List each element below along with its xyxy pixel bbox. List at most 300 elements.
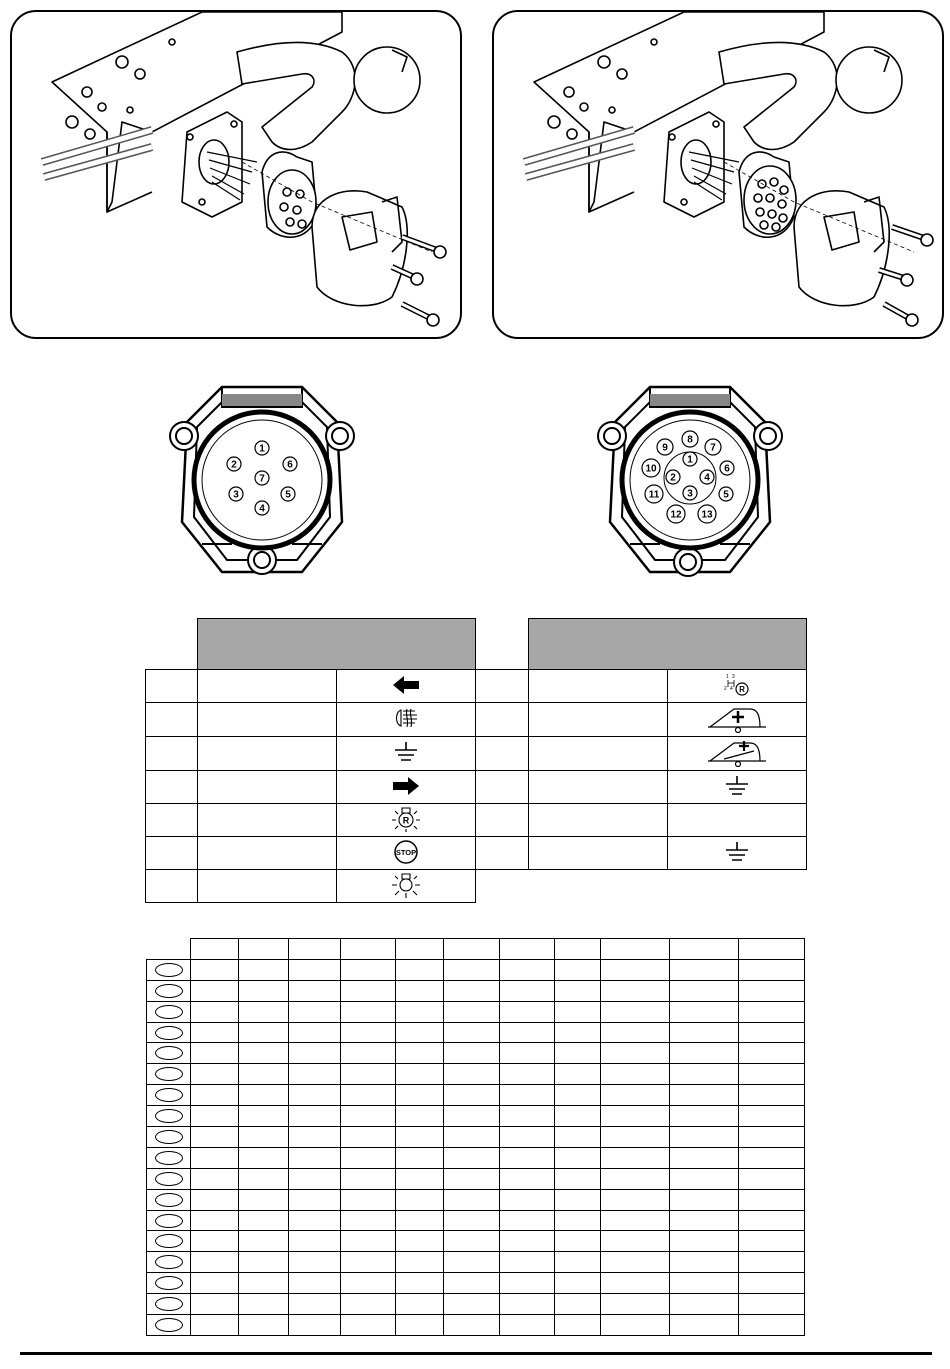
- table-row: [146, 804, 807, 837]
- grid-cell: [289, 1001, 341, 1022]
- grid-row-label: [147, 1106, 191, 1127]
- color-swatch-oval: [155, 1255, 183, 1269]
- grid-cell: [341, 1043, 396, 1064]
- pin-7-label: 7: [259, 473, 265, 485]
- grid-cell: [289, 1231, 341, 1252]
- pin-3-label: 3: [233, 489, 239, 501]
- fog-light-icon: [337, 703, 476, 737]
- grid-cell: [601, 1147, 670, 1168]
- grid-cell: [555, 1022, 601, 1043]
- ground-icon: [668, 837, 807, 870]
- grid-cell: [601, 1085, 670, 1106]
- grid-cell: [341, 1085, 396, 1106]
- pin-4-label: 4: [259, 503, 265, 515]
- grid-cell: [191, 959, 239, 980]
- table-row: [146, 837, 807, 870]
- pin-11-label: 11: [648, 489, 660, 501]
- grid-cell: [444, 1085, 500, 1106]
- grid-cell: [555, 1106, 601, 1127]
- grid-cell: [739, 1273, 805, 1294]
- grid-header-cell: [739, 939, 805, 960]
- grid-cell: [341, 1127, 396, 1148]
- grid-cell: [601, 1210, 670, 1231]
- reverse-relay-icon: [668, 670, 807, 703]
- grid-cell: [191, 1106, 239, 1127]
- grid-cell: [396, 980, 444, 1001]
- grid-header-cell: [191, 939, 239, 960]
- grid-row-label: [147, 1001, 191, 1022]
- grid-cell: [239, 1147, 289, 1168]
- socket-face-7pin: [162, 372, 362, 584]
- grid-cell: [555, 1315, 601, 1336]
- grid-cell: [601, 980, 670, 1001]
- grid-cell: [396, 1147, 444, 1168]
- grid-cell: [396, 1085, 444, 1106]
- grid-cell: [239, 1273, 289, 1294]
- grid-cell: [239, 1315, 289, 1336]
- grid-cell: [239, 1127, 289, 1148]
- grid-row: [147, 1294, 805, 1315]
- grid-cell: [289, 1252, 341, 1273]
- grid-cell: [289, 1127, 341, 1148]
- grid-cell: [341, 1147, 396, 1168]
- color-swatch-oval: [155, 1005, 183, 1019]
- grid-cell: [555, 959, 601, 980]
- grid-cell: [670, 1231, 739, 1252]
- grid-row: [147, 1231, 805, 1252]
- grid-cell: [601, 1043, 670, 1064]
- grid-cell: [555, 1273, 601, 1294]
- grid-cell: [555, 1064, 601, 1085]
- grid-row-label: [147, 1189, 191, 1210]
- grid-cell: [396, 959, 444, 980]
- grid-cell: [500, 1315, 555, 1336]
- svg-text:R: R: [402, 815, 410, 825]
- grid-cell: [601, 959, 670, 980]
- color-swatch-oval: [155, 1172, 183, 1186]
- grid-header-cell: [500, 939, 555, 960]
- grid-row-label: [147, 1064, 191, 1085]
- grid-cell: [341, 1189, 396, 1210]
- grid-cell: [191, 1273, 239, 1294]
- grid-cell: [500, 959, 555, 980]
- grid-cell: [396, 1273, 444, 1294]
- grid-cell: [739, 1127, 805, 1148]
- grid-row: [147, 1273, 805, 1294]
- grid-cell: [444, 1022, 500, 1043]
- grid-header-cell: [444, 939, 500, 960]
- table-row: [146, 870, 807, 903]
- grid-cell: [739, 1001, 805, 1022]
- color-swatch-oval: [155, 1151, 183, 1165]
- grid-cell: [341, 1315, 396, 1336]
- arrow-right-icon: [337, 771, 476, 804]
- grid-cell: [444, 1273, 500, 1294]
- grid-cell: [239, 1001, 289, 1022]
- grid-cell: [444, 959, 500, 980]
- grid-cell: [739, 1147, 805, 1168]
- grid-cell: [670, 1127, 739, 1148]
- grid-cell: [739, 1210, 805, 1231]
- grid-cell: [289, 1168, 341, 1189]
- grid-cell: [191, 1043, 239, 1064]
- grid-cell: [444, 1043, 500, 1064]
- grid-cell: [670, 1064, 739, 1085]
- grid-cell: [555, 1294, 601, 1315]
- grid-cell: [670, 980, 739, 1001]
- pin-6-label: 6: [287, 459, 293, 471]
- grid-cell: [555, 1189, 601, 1210]
- arrow-left-icon: [337, 670, 476, 703]
- grid-cell: [396, 1106, 444, 1127]
- svg-text:R: R: [739, 684, 745, 694]
- grid-cell: [500, 1085, 555, 1106]
- grid-row-label: [147, 1022, 191, 1043]
- stop-light-icon: [337, 837, 476, 870]
- grid-row-label: [147, 1127, 191, 1148]
- grid-cell: [601, 1106, 670, 1127]
- grid-cell: [396, 1210, 444, 1231]
- grid-row-label: [147, 1231, 191, 1252]
- color-swatch-oval: [155, 1193, 183, 1207]
- header-7pin: [198, 619, 476, 670]
- grid-row: [147, 1315, 805, 1336]
- grid-cell: [396, 1043, 444, 1064]
- grid-cell: [239, 1252, 289, 1273]
- grid-cell: [341, 1231, 396, 1252]
- grid-cell: [341, 1294, 396, 1315]
- grid-row: [147, 1147, 805, 1168]
- grid-cell: [289, 1064, 341, 1085]
- grid-cell: [670, 1252, 739, 1273]
- grid-cell: [396, 1294, 444, 1315]
- grid-cell: [239, 1106, 289, 1127]
- grid-cell: [670, 959, 739, 980]
- grid-cell: [396, 1064, 444, 1085]
- grid-row-label: [147, 1294, 191, 1315]
- grid-cell: [601, 1252, 670, 1273]
- grid-cell: [289, 1147, 341, 1168]
- grid-cell: [739, 1168, 805, 1189]
- grid-cell: [670, 1001, 739, 1022]
- grid-cell: [444, 1168, 500, 1189]
- grid-cell: [396, 1168, 444, 1189]
- pin-8-label: 8: [687, 434, 693, 446]
- grid-cell: [341, 1106, 396, 1127]
- grid-cell: [239, 1022, 289, 1043]
- grid-cell: [500, 980, 555, 1001]
- grid-cell: [289, 1022, 341, 1043]
- grid-cell: [601, 1315, 670, 1336]
- grid-row: [147, 1189, 805, 1210]
- color-swatch-oval: [155, 1130, 183, 1144]
- grid-row-label: [147, 980, 191, 1001]
- color-swatch-oval: [155, 1297, 183, 1311]
- grid-cell: [444, 1294, 500, 1315]
- grid-row: [147, 1168, 805, 1189]
- installation-illustration-13pin: [492, 10, 944, 339]
- grid-cell: [239, 959, 289, 980]
- grid-cell: [670, 1168, 739, 1189]
- grid-cell: [670, 1273, 739, 1294]
- grid-cell: [396, 1189, 444, 1210]
- grid-cell: [191, 1231, 239, 1252]
- color-swatch-oval: [155, 1109, 183, 1123]
- grid-cell: [601, 1168, 670, 1189]
- grid-cell: [444, 1210, 500, 1231]
- grid-row: [147, 1085, 805, 1106]
- grid-cell: [601, 1231, 670, 1252]
- grid-cell: [670, 1106, 739, 1127]
- grid-cell: [601, 1001, 670, 1022]
- grid-row-label: [147, 1043, 191, 1064]
- pin-5-label: 5: [285, 489, 291, 501]
- grid-cell: [739, 1315, 805, 1336]
- grid-cell: [555, 1147, 601, 1168]
- grid-cell: [670, 1189, 739, 1210]
- grid-cell: [239, 1294, 289, 1315]
- grid-cell: [500, 1127, 555, 1148]
- pin-2-label: 2: [670, 472, 676, 484]
- grid-cell: [555, 1210, 601, 1231]
- grid-row: [147, 1127, 805, 1148]
- grid-cell: [444, 1315, 500, 1336]
- grid-cell: [739, 1231, 805, 1252]
- pin-10-label: 10: [645, 463, 657, 475]
- grid-cell: [444, 1106, 500, 1127]
- grid-cell: [601, 1064, 670, 1085]
- pin-3-label: 3: [687, 488, 693, 500]
- grid-cell: [739, 980, 805, 1001]
- grid-cell: [239, 1231, 289, 1252]
- grid-row: [147, 1106, 805, 1127]
- grid-row: [147, 959, 805, 980]
- pin-9-label: 9: [662, 442, 668, 454]
- grid-cell: [500, 1106, 555, 1127]
- grid-cell: [341, 959, 396, 980]
- grid-cell: [555, 980, 601, 1001]
- pin-6-label: 6: [724, 463, 730, 475]
- ground-icon: [668, 771, 807, 804]
- grid-cell: [191, 1022, 239, 1043]
- grid-cell: [191, 980, 239, 1001]
- grid-cell: [289, 1043, 341, 1064]
- grid-row-label: [147, 1168, 191, 1189]
- grid-cell: [670, 1022, 739, 1043]
- grid-cell: [396, 1127, 444, 1148]
- grid-cell: [555, 1252, 601, 1273]
- color-swatch-oval: [155, 963, 183, 977]
- grid-header-cell: [341, 939, 396, 960]
- installation-illustration-7pin: [10, 10, 462, 339]
- grid-cell: [289, 1106, 341, 1127]
- grid-header-cell: [239, 939, 289, 960]
- grid-cell: [289, 1294, 341, 1315]
- grid-header-cell: [670, 939, 739, 960]
- grid-header-row: [147, 939, 805, 960]
- grid-cell: [191, 1189, 239, 1210]
- grid-cell: [500, 1064, 555, 1085]
- grid-cell: [191, 1252, 239, 1273]
- grid-cell: [500, 1043, 555, 1064]
- wiring-function-table: [145, 618, 807, 903]
- grid-row: [147, 1022, 805, 1043]
- color-swatch-oval: [155, 1067, 183, 1081]
- table-row: [146, 703, 807, 737]
- grid-cell: [239, 1043, 289, 1064]
- grid-row-label: [147, 1252, 191, 1273]
- reverse-light-icon: [337, 804, 476, 837]
- grid-cell: [555, 1043, 601, 1064]
- grid-row: [147, 1043, 805, 1064]
- grid-cell: [739, 1085, 805, 1106]
- grid-row-label: [147, 959, 191, 980]
- pin-7-label: 7: [710, 442, 716, 454]
- grid-cell: [739, 1064, 805, 1085]
- grid-cell: [500, 1210, 555, 1231]
- grid-cell: [444, 1001, 500, 1022]
- grid-row: [147, 1252, 805, 1273]
- grid-cell: [670, 1315, 739, 1336]
- grid-cell: [555, 1001, 601, 1022]
- grid-cell: [396, 1315, 444, 1336]
- grid-cell: [500, 1252, 555, 1273]
- grid-cell: [500, 1147, 555, 1168]
- grid-cell: [396, 1022, 444, 1043]
- grid-cell: [444, 1147, 500, 1168]
- footer-rule: [20, 1352, 932, 1355]
- pin-4-label: 4: [704, 472, 710, 484]
- grid-row-label: [147, 1085, 191, 1106]
- grid-cell: [341, 1273, 396, 1294]
- grid-cell: [670, 1294, 739, 1315]
- socket-face-13pin: [590, 372, 790, 584]
- grid-cell: [670, 1210, 739, 1231]
- grid-cell: [500, 1231, 555, 1252]
- pin-12-label: 12: [670, 509, 682, 521]
- grid-cell: [396, 1252, 444, 1273]
- table-header-row: [146, 619, 807, 670]
- grid-cell: [289, 959, 341, 980]
- header-13pin: [529, 619, 807, 670]
- pin-2-label: 2: [231, 459, 237, 471]
- table-row: [146, 771, 807, 804]
- power-plus-icon: [668, 703, 807, 737]
- color-swatch-oval: [155, 984, 183, 998]
- svg-text:STOP: STOP: [395, 847, 417, 857]
- grid-cell: [239, 1210, 289, 1231]
- grid-row: [147, 1064, 805, 1085]
- grid-cell: [739, 1106, 805, 1127]
- pin-1-label: 1: [259, 443, 265, 455]
- grid-cell: [500, 1001, 555, 1022]
- grid-cell: [444, 1189, 500, 1210]
- grid-cell: [500, 1294, 555, 1315]
- grid-header-cell: [601, 939, 670, 960]
- color-swatch-oval: [155, 1214, 183, 1228]
- grid-cell: [670, 1147, 739, 1168]
- grid-row: [147, 980, 805, 1001]
- grid-cell: [191, 1001, 239, 1022]
- grid-cell: [341, 980, 396, 1001]
- grid-row-label: [147, 1273, 191, 1294]
- grid-row: [147, 1210, 805, 1231]
- grid-cell: [289, 1210, 341, 1231]
- table-row: [146, 737, 807, 771]
- grid-cell: [191, 1315, 239, 1336]
- grid-cell: [601, 1127, 670, 1148]
- grid-row-label: [147, 1147, 191, 1168]
- grid-cell: [500, 1022, 555, 1043]
- grid-row: [147, 1001, 805, 1022]
- grid-header-cell: [396, 939, 444, 960]
- grid-cell: [601, 1022, 670, 1043]
- pin-1-label: 1: [687, 454, 693, 466]
- grid-cell: [289, 980, 341, 1001]
- grid-cell: [191, 1147, 239, 1168]
- grid-cell: [555, 1127, 601, 1148]
- color-swatch-oval: [155, 1046, 183, 1060]
- tow-bar-13pin-drawing: [494, 12, 942, 337]
- color-swatch-oval: [155, 1276, 183, 1290]
- grid-cell: [341, 1252, 396, 1273]
- grid-cell: [444, 980, 500, 1001]
- tow-bar-7pin-drawing: [12, 12, 460, 337]
- grid-cell: [500, 1273, 555, 1294]
- grid-corner: [147, 939, 191, 960]
- grid-cell: [739, 1189, 805, 1210]
- position-light-icon: [337, 870, 476, 903]
- switched-power-icon: [668, 737, 807, 771]
- grid-cell: [341, 1001, 396, 1022]
- color-swatch-oval: [155, 1234, 183, 1248]
- grid-cell: [555, 1168, 601, 1189]
- grid-cell: [500, 1168, 555, 1189]
- grid-header-cell: [555, 939, 601, 960]
- grid-cell: [670, 1043, 739, 1064]
- grid-cell: [739, 1043, 805, 1064]
- grid-cell: [396, 1001, 444, 1022]
- grid-cell: [555, 1231, 601, 1252]
- svg-text:3: 3: [732, 673, 735, 680]
- grid-cell: [670, 1085, 739, 1106]
- pin-13-label: 13: [701, 509, 713, 521]
- grid-cell: [191, 1294, 239, 1315]
- grid-cell: [289, 1189, 341, 1210]
- color-swatch-oval: [155, 1318, 183, 1332]
- svg-text:2: 2: [724, 685, 727, 692]
- pin-5-label: 5: [723, 489, 729, 501]
- grid-cell: [444, 1127, 500, 1148]
- svg-text:1: 1: [726, 673, 729, 680]
- grid-cell: [239, 1085, 289, 1106]
- grid-cell: [239, 1189, 289, 1210]
- grid-cell: [396, 1231, 444, 1252]
- grid-cell: [739, 1022, 805, 1043]
- grid-cell: [191, 1168, 239, 1189]
- grid-cell: [555, 1085, 601, 1106]
- grid-cell: [289, 1085, 341, 1106]
- grid-cell: [289, 1273, 341, 1294]
- grid-cell: [601, 1273, 670, 1294]
- grid-cell: [191, 1127, 239, 1148]
- grid-cell: [239, 1064, 289, 1085]
- grid-cell: [289, 1315, 341, 1336]
- grid-cell: [341, 1210, 396, 1231]
- grid-cell: [191, 1085, 239, 1106]
- grid-cell: [191, 1210, 239, 1231]
- color-swatch-oval: [155, 1088, 183, 1102]
